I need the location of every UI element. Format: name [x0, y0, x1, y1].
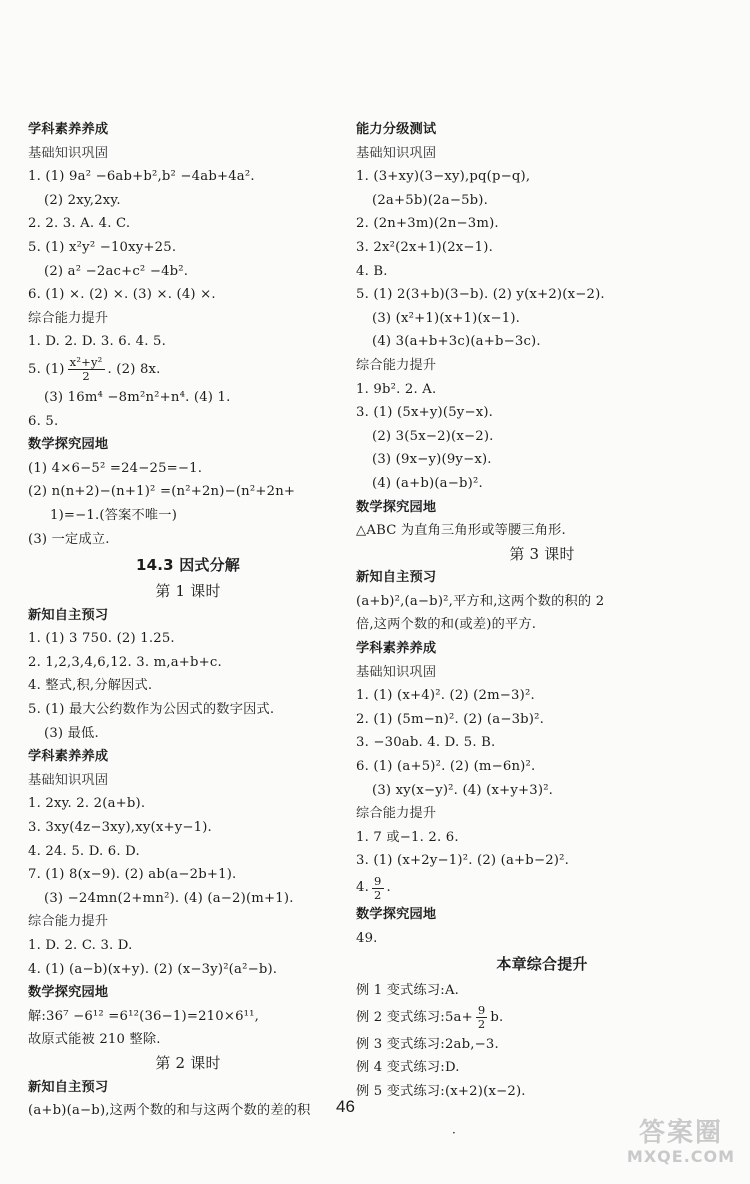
answer-line: 1. (1) 3 750. (2) 1.25. — [28, 631, 175, 647]
answer-line-fraction — [356, 873, 728, 903]
answer-line: 1. (3+xy)(3−xy),pq(p−q), — [356, 169, 531, 185]
chapter-summary-title: 本章综合提升 — [496, 955, 588, 974]
answer-line: (3) (9x−y)(9y−x). — [372, 452, 492, 468]
watermark-text: 答案圈 — [638, 1118, 723, 1148]
fraction-numerator: x²+y² — [69, 355, 103, 370]
answer-line: 4. 24. 5. D. 6. D. — [28, 843, 140, 859]
answer-line: (3) xy(x−y)². (4) (x+y+3)². — [372, 782, 554, 798]
answer-line: (2) a² −2ac+c² −4b². — [44, 263, 189, 279]
answer-line: 6. 5. — [28, 413, 59, 429]
answer-line: 1. (1) (x+4)². (2) (2m−3)². — [356, 688, 535, 704]
watermark-logo — [622, 1118, 740, 1178]
section-heading: 数学探究园地 — [356, 499, 437, 515]
fraction-denominator: 2 — [373, 887, 382, 902]
fraction-suffix: b. — [490, 1009, 504, 1025]
lesson-title: 第 2 课时 — [155, 1053, 221, 1072]
answer-line: 1)=−1.(答案不唯一) — [50, 507, 178, 523]
answer-line: 例 1 变式练习:A. — [356, 983, 460, 999]
fraction-numerator: 9 — [373, 873, 382, 888]
answer-line: (3) −24mn(2+mn²). (4) (a−2)(m+1). — [44, 890, 294, 906]
answer-line: 1. D. 2. D. 3. 6. 4. 5. — [28, 334, 167, 350]
answer-line: 5. (1) x²y² −10xy+25. — [28, 239, 177, 255]
fraction-prefix: 5. (1) — [28, 361, 65, 377]
subsection-heading: 基础知识巩固 — [28, 772, 109, 788]
section-heading: 新知自主预习 — [28, 607, 109, 623]
answer-line: 例 3 变式练习:2ab,−3. — [356, 1036, 499, 1052]
subsection-heading: 基础知识巩固 — [356, 664, 437, 680]
answer-line: (2) n(n+2)−(n+1)² =(n²+2n)−(n²+2n+ — [28, 484, 296, 500]
answer-line: 3. 3xy(4z−3xy),xy(x+y−1). — [28, 820, 212, 836]
answer-line: 1. D. 2. C. 3. D. — [28, 938, 133, 953]
fraction-prefix: 例 2 变式练习:5a+ — [356, 1009, 473, 1025]
lesson-title: 第 1 课时 — [155, 582, 221, 601]
fraction-prefix: 4. — [356, 880, 369, 895]
answer-line: 49. — [356, 930, 378, 946]
answer-line: 倍,这两个数的和(或差)的平方. — [356, 617, 537, 633]
subsection-heading: 综合能力提升 — [356, 806, 437, 822]
answer-line: 2. (2n+3m)(2n−3m). — [356, 216, 499, 232]
answer-line: 1. (1) 9a² −6ab+b²,b² −4ab+4a². — [28, 169, 255, 185]
answer-line: (3) 16m⁴ −8m²n²+n⁴. (4) 1. — [44, 389, 231, 405]
section-heading: 数学探究园地 — [28, 437, 109, 453]
answer-line: (4) 3(a+b+3c)(a+b−3c). — [372, 334, 541, 350]
answer-line: (a+b)(a−b),这两个数的和与这两个数的差的积 — [28, 1103, 311, 1119]
answer-line: 解:36⁷ −6¹² =6¹²(36−1)=210×6¹¹, — [28, 1008, 260, 1024]
section-heading: 新知自主预习 — [28, 1079, 109, 1095]
answer-line: 3. −30ab. 4. D. 5. B. — [356, 735, 496, 751]
answer-line: 2. 1,2,3,4,6,12. 3. m,a+b+c. — [28, 654, 222, 670]
chapter-title: 14.3 因式分解 — [135, 556, 241, 575]
fraction-denominator: 2 — [82, 369, 90, 384]
section-heading: 能力分级测试 — [356, 122, 437, 137]
answer-line: 4. (1) (a−b)(x+y). (2) (x−3y)²(a²−b). — [28, 961, 278, 977]
answer-line: 6. (1) ×. (2) ×. (3) ×. (4) ×. — [28, 287, 216, 303]
answer-line: 5. (1) 最大公约数作为公因式的数字因式. — [28, 702, 275, 718]
section-heading: 学科素养养成 — [28, 122, 109, 137]
section-heading: 数学探究园地 — [28, 985, 109, 1001]
answer-line: 1. 9b². 2. A. — [356, 381, 437, 397]
section-heading: 学科素养养成 — [356, 641, 437, 657]
answer-line: 1. 2xy. 2. 2(a+b). — [28, 796, 146, 812]
section-heading: 新知自主预习 — [356, 570, 437, 586]
left-column — [28, 118, 348, 1123]
lesson-title: 第 3 课时 — [509, 544, 575, 563]
answer-line: (2a+5b)(2a−5b). — [372, 192, 489, 208]
answer-line: 3. (1) (5x+y)(5y−x). — [356, 405, 494, 421]
subsection-heading: 综合能力提升 — [28, 310, 109, 326]
answer-line: 例 4 变式练习:D. — [356, 1060, 460, 1076]
subsection-heading: 基础知识巩固 — [356, 145, 437, 161]
fraction-suffix: . (2) 8x. — [107, 361, 161, 377]
answer-line: (2) 3(5x−2)(x−2). — [372, 428, 494, 444]
section-heading: 数学探究园地 — [356, 907, 437, 922]
page-number: 46 — [336, 1097, 355, 1116]
answer-line: 4. 整式,积,分解因式. — [28, 678, 153, 694]
answer-line: (a+b)²,(a−b)²,平方和,这两个数的积的 2 — [356, 593, 605, 609]
answer-line: 3. 2x²(2x+1)(2x−1). — [356, 239, 493, 255]
fraction-numerator: 9 — [477, 1003, 486, 1018]
subsection-heading: 综合能力提升 — [356, 357, 437, 373]
answer-line-fraction — [28, 354, 348, 386]
answer-line: (3) 一定成立. — [28, 531, 110, 547]
answer-line: 2. (1) (5m−n)². (2) (a−3b)². — [356, 711, 545, 727]
answer-line: 3. (1) (x+2y−1)². (2) (a+b−2)². — [356, 853, 570, 869]
answer-line: 4. B. — [356, 263, 388, 279]
answer-line: (3) 最低. — [44, 725, 99, 741]
fraction — [476, 1004, 488, 1031]
fraction — [372, 875, 384, 902]
section-heading: 学科素养养成 — [28, 749, 109, 765]
answer-line: 例 5 变式练习:(x+2)(x−2). — [356, 1083, 526, 1099]
answer-line-fraction — [356, 1003, 728, 1033]
footer-mark: · — [452, 1126, 456, 1140]
answer-line: (1) 4×6−5² =24−25=−1. — [28, 460, 203, 476]
fraction-denominator: 2 — [477, 1017, 486, 1032]
answer-line: 6. (1) (a+5)². (2) (m−6n)². — [356, 759, 536, 775]
fraction-suffix: . — [386, 880, 391, 895]
answer-line: (3) (x²+1)(x+1)(x−1). — [372, 310, 521, 326]
answer-line: (2) 2xy,2xy. — [44, 192, 121, 208]
answer-line: 2. 2. 3. A. 4. C. — [28, 216, 131, 232]
subsection-heading: 综合能力提升 — [28, 914, 109, 930]
answer-line: △ABC 为直角三角形或等腰三角形. — [356, 523, 566, 539]
right-column — [356, 118, 728, 1104]
answer-line: 5. (1) 2(3+b)(3−b). (2) y(x+2)(x−2). — [356, 287, 605, 303]
answer-line: 7. (1) 8(x−9). (2) ab(a−2b+1). — [28, 867, 237, 883]
answer-line: 1. 7 或−1. 2. 6. — [356, 829, 459, 845]
answer-line: (4) (a+b)(a−b)². — [372, 475, 483, 491]
watermark-url: MXQE.COM — [626, 1147, 736, 1166]
fraction — [68, 356, 105, 383]
subsection-heading: 基础知识巩固 — [28, 145, 109, 161]
answer-line: 故原式能被 210 整除. — [28, 1032, 161, 1048]
